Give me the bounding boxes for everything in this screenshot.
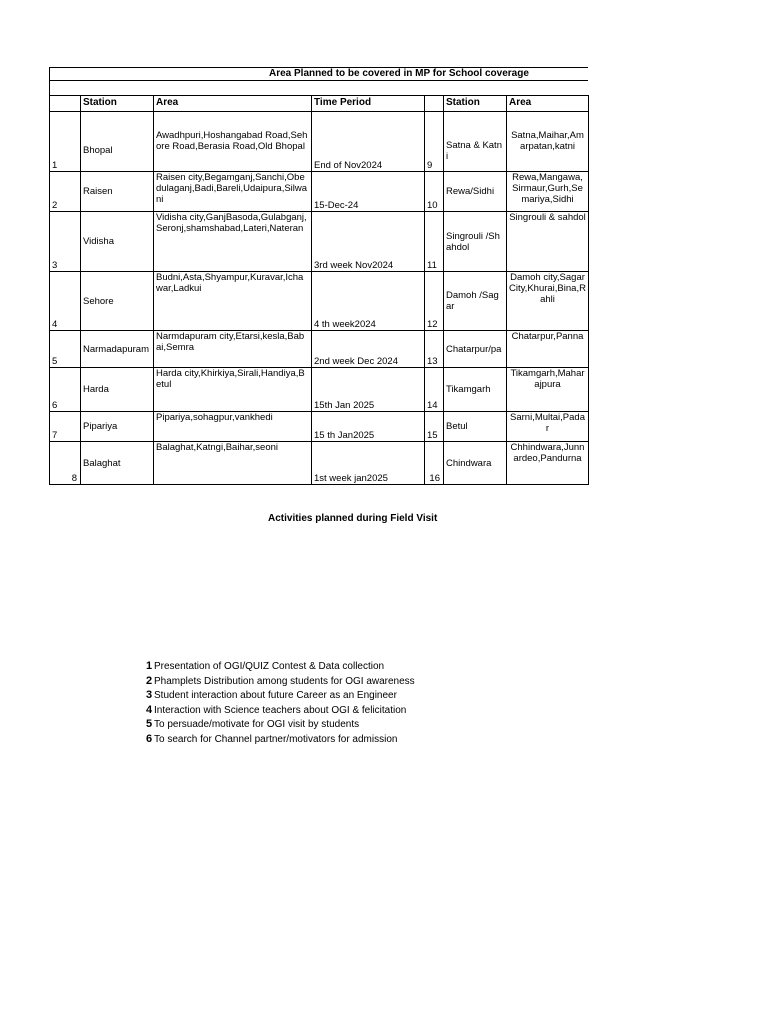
coverage-table bbox=[49, 67, 588, 484]
station-cell: Bhopal bbox=[83, 145, 113, 156]
column-header-station2: Station bbox=[446, 97, 480, 108]
station2-cell: Chatarpur/pa bbox=[446, 343, 502, 355]
activity-text: Student interaction about future Career as an Engineer bbox=[154, 690, 397, 702]
activity-number: 4 bbox=[146, 703, 153, 716]
row-number-2: 14 bbox=[427, 400, 438, 411]
area2-cell: Chatarpur,Panna bbox=[511, 331, 584, 342]
area2-cell: Damoh city,Sagar City,Khurai,Bina,Rahli bbox=[509, 272, 586, 305]
area-cell: Budni,Asta,Shyampur,Kuravar,Ichawar,Ladkui bbox=[156, 272, 304, 294]
area2-cell: Rewa,Mangawa,Sirmaur,Gurh,Semariya,Sidhi bbox=[512, 172, 583, 205]
station-cell: Harda bbox=[83, 384, 109, 395]
row-number-2: 15 bbox=[427, 430, 438, 441]
time-period-cell: 15th Jan 2025 bbox=[314, 400, 375, 411]
station-cell: Raisen bbox=[83, 186, 113, 197]
activity-number: 3 bbox=[146, 689, 153, 702]
column-header-station: Station bbox=[83, 97, 117, 108]
time-period-cell: 15-Dec-24 bbox=[314, 200, 359, 211]
column-header-time-period: Time Period bbox=[314, 97, 372, 108]
station-cell: Pipariya bbox=[83, 421, 118, 432]
activity-number: 1 bbox=[146, 660, 153, 672]
area-cell: Vidisha city,GanjBasoda,Gulabganj,Seronj,shamshabad,Lateri,Nateran bbox=[156, 212, 307, 234]
time-period-cell: 3rd week Nov2024 bbox=[314, 260, 394, 271]
row-number: 5 bbox=[52, 356, 58, 367]
time-period-cell: 2nd week Dec 2024 bbox=[314, 356, 398, 367]
activity-text: To persuade/motivate for OGI visit by students bbox=[154, 719, 360, 731]
station-cell: Narmadapuram bbox=[83, 343, 149, 355]
activity-item bbox=[146, 689, 415, 704]
row-number: 1 bbox=[52, 160, 58, 171]
activity-text: Interaction with Science teachers about OGI & felicitation bbox=[154, 704, 407, 716]
area-cell: Awadhpuri,Hoshangabad Road,Sehore Road,Berasia Road,Old Bhopal bbox=[156, 130, 308, 152]
area-cell: Narmdapuram city,Etarsi,kesla,Babai,Semra bbox=[156, 331, 305, 353]
station-cell: Vidisha bbox=[83, 236, 114, 247]
activity-item bbox=[146, 660, 415, 675]
row-number: 7 bbox=[52, 430, 58, 441]
column-header-area: Area bbox=[156, 97, 179, 108]
activity-number: 5 bbox=[146, 718, 153, 731]
activity-item bbox=[146, 675, 415, 690]
area2-cell: Satna,Maihar,Amarpatan,katni bbox=[511, 130, 584, 152]
row-number-2: 10 bbox=[427, 200, 438, 211]
area-cell: Pipariya,sohagpur,vankhedi bbox=[156, 412, 273, 423]
activity-item bbox=[146, 733, 415, 748]
area2-cell: Sarni,Multai,Padar bbox=[510, 412, 585, 434]
activity-number: 6 bbox=[146, 732, 153, 745]
activity-item bbox=[146, 704, 415, 719]
station-cell: Sehore bbox=[83, 295, 114, 307]
time-period-cell: 15 th Jan2025 bbox=[314, 430, 375, 441]
station2-cell: Rewa/Sidhi bbox=[446, 186, 495, 197]
row-number-2: 12 bbox=[427, 319, 438, 330]
area-cell: Balaghat,Katngi,Baihar,seoni bbox=[156, 442, 279, 453]
station2-cell: Satna & Katni bbox=[446, 139, 502, 162]
row-number: 8 bbox=[71, 473, 77, 484]
activities-list bbox=[146, 660, 415, 748]
activity-item bbox=[146, 718, 415, 733]
row-number: 3 bbox=[52, 260, 58, 271]
column-header-area2: Area bbox=[509, 97, 532, 108]
activity-text: To search for Channel partner/motivators for admission bbox=[154, 733, 398, 745]
area2-cell: Tikamgarh,Maharajpura bbox=[510, 368, 585, 390]
row-number-2: 16 bbox=[429, 473, 440, 484]
area-cell: Harda city,Khirkiya,Sirali,Handiya,Betul bbox=[156, 368, 305, 390]
row-number: 6 bbox=[52, 400, 58, 411]
row-number-2: 13 bbox=[427, 356, 438, 367]
area2-cell: Singrouli & sahdol bbox=[509, 212, 586, 223]
time-period-cell: 1st week jan2025 bbox=[314, 473, 388, 484]
station2-cell: Chindwara bbox=[446, 457, 492, 469]
row-number: 2 bbox=[52, 200, 58, 211]
activity-text: Presentation of OGI/QUIZ Contest & Data collection bbox=[154, 661, 385, 672]
table-title: Area Planned to be covered in MP for School coverage bbox=[269, 68, 529, 79]
station2-cell: Damoh /Sagar bbox=[446, 290, 499, 312]
row-number-2: 11 bbox=[427, 260, 437, 271]
activity-number: 2 bbox=[146, 674, 153, 687]
station2-cell: Betul bbox=[446, 421, 468, 432]
activities-title: Activities planned during Field Visit bbox=[268, 513, 438, 524]
area-cell: Raisen city,Begamganj,Sanchi,Obedulaganj,Badi,Bareli,Udaipura,Silwani bbox=[156, 172, 308, 205]
time-period-cell: 4 th week2024 bbox=[314, 319, 376, 330]
station2-cell: Tikamgarh bbox=[446, 384, 491, 395]
row-number-2: 9 bbox=[427, 160, 433, 171]
row-number: 4 bbox=[52, 319, 58, 330]
area2-cell: Chhindwara,Junnardeo,Pandurna bbox=[510, 442, 585, 464]
station-cell: Balaghat bbox=[83, 457, 121, 469]
station2-cell: Singrouli /Shahdol bbox=[446, 230, 500, 253]
time-period-cell: End of Nov2024 bbox=[314, 160, 383, 171]
activity-text: Phamplets Distribution among students for OGI awareness bbox=[154, 675, 415, 687]
